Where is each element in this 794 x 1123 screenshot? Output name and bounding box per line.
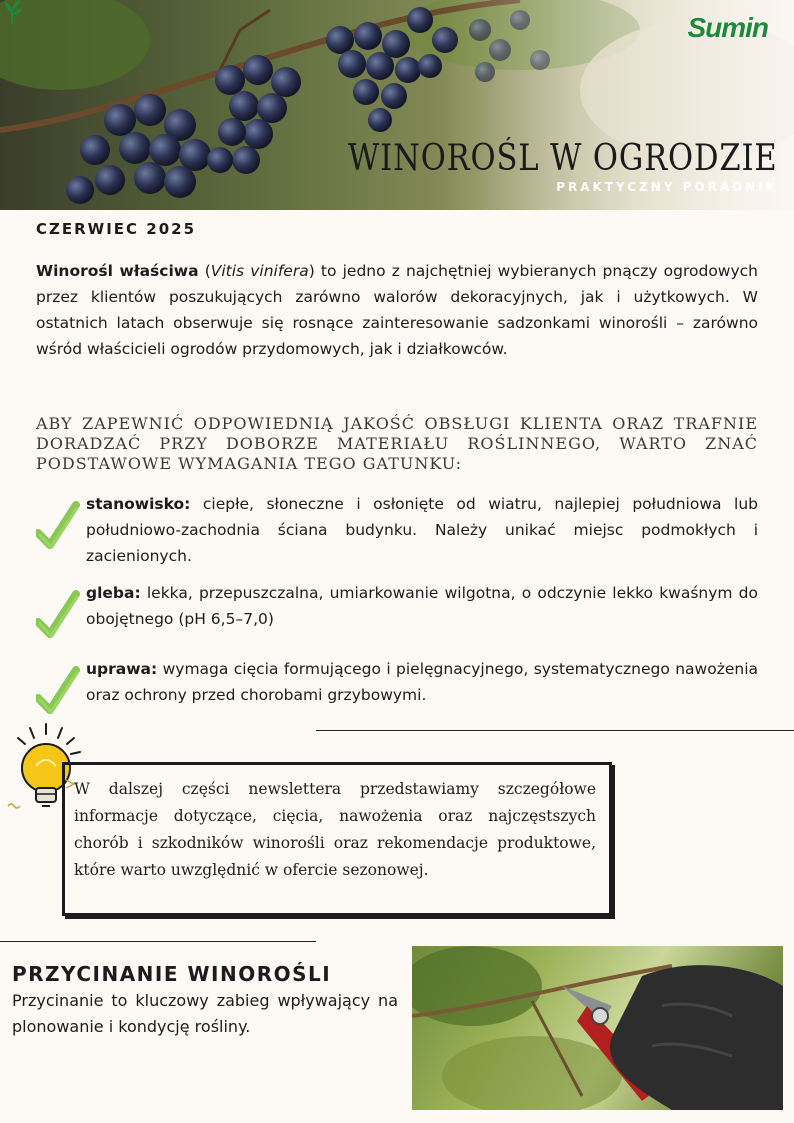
page-subtitle: PRAKTYCZNY PORADNIK xyxy=(556,180,778,194)
intro-paragraph xyxy=(36,258,758,362)
requirement-label: stanowisko: xyxy=(86,495,191,513)
requirement-item-stanowisko xyxy=(36,491,758,569)
section-text: Przycinanie to kluczowy zabieg wpływający na plonowanie i kondycję rośliny. xyxy=(12,991,398,1036)
sumin-logo[interactable]: Sumin xyxy=(687,12,768,43)
green-check-icon xyxy=(36,664,80,720)
pruning-shears-illustration xyxy=(412,946,783,1110)
intro-latin-name: Vitis vinifera xyxy=(210,262,309,280)
requirement-label: gleba: xyxy=(86,584,141,602)
intro-rest: ) to jedno z najchętniej wybieranych pnączy ogrodowych przez klientów poszukujących zarówno walorów dekoracyjnych, jak i użytkowych. W ostatnich latach obserwuje się rosnące zainteresowanie sadzonkami winorośli – zarówno wśród właścicieli ogrodów przydomowych, jak i działkowców. xyxy=(36,262,759,358)
divider-line xyxy=(316,730,794,731)
green-check-icon xyxy=(36,588,80,644)
green-check-icon xyxy=(36,499,80,555)
requirement-text: ciepłe, słoneczne i osłonięte od wiatru, najlepiej południowa lub południowo-zachodnia ściana budynku. Należy unikać miejsc podmokłych i zacienionych. xyxy=(86,495,758,565)
page-title: WINOROŚL W OGRODZIE xyxy=(348,138,778,179)
requirement-text: wymaga cięcia formującego i pielęgnacyjnego, systematycznego nawożenia oraz ochrony przed chorobami grzybowymi. xyxy=(86,660,758,704)
requirement-text: lekka, przepuszczalna, umiarkowanie wilgotna, o odczynie lekko kwaśnym do obojętnego (pH 6,5–7,0) xyxy=(86,584,758,628)
section-title: PRZYCINANIE WINOROŚLI xyxy=(12,962,332,986)
intro-bold-lead: Winorośl właściwa xyxy=(36,262,199,280)
info-box-text: W dalszej części newslettera przedstawiamy szczegółowe informacje dotyczące, cięcia, nawożenia oraz najczęstszych chorób i szkodników winorośli oraz rekomendacje produktowe, które warto uwzględnić w ofercie sezonowej. xyxy=(74,780,596,879)
leaf-icon xyxy=(0,0,24,26)
pruning-photo xyxy=(412,946,783,1110)
requirements-heading: ABY ZAPEWNIĆ ODPOWIEDNIĄ JAKOŚĆ OBSŁUGI KLIENTA ORAZ TRAFNIE DORADZAĆ PRZY DOBORZE MATERIAŁU ROŚLINNEGO, WARTO ZNAĆ PODSTAWOWE WYMAGANIA TEGO GATUNKU: xyxy=(36,414,758,473)
requirement-item-gleba xyxy=(36,580,758,632)
header-hero-image xyxy=(0,0,794,210)
requirement-label: uprawa: xyxy=(86,660,158,678)
issue-date: CZERWIEC 2025 xyxy=(36,220,197,238)
requirement-item-uprawa xyxy=(36,656,758,708)
intro-paren: ( xyxy=(198,262,211,280)
divider-line xyxy=(0,941,316,942)
